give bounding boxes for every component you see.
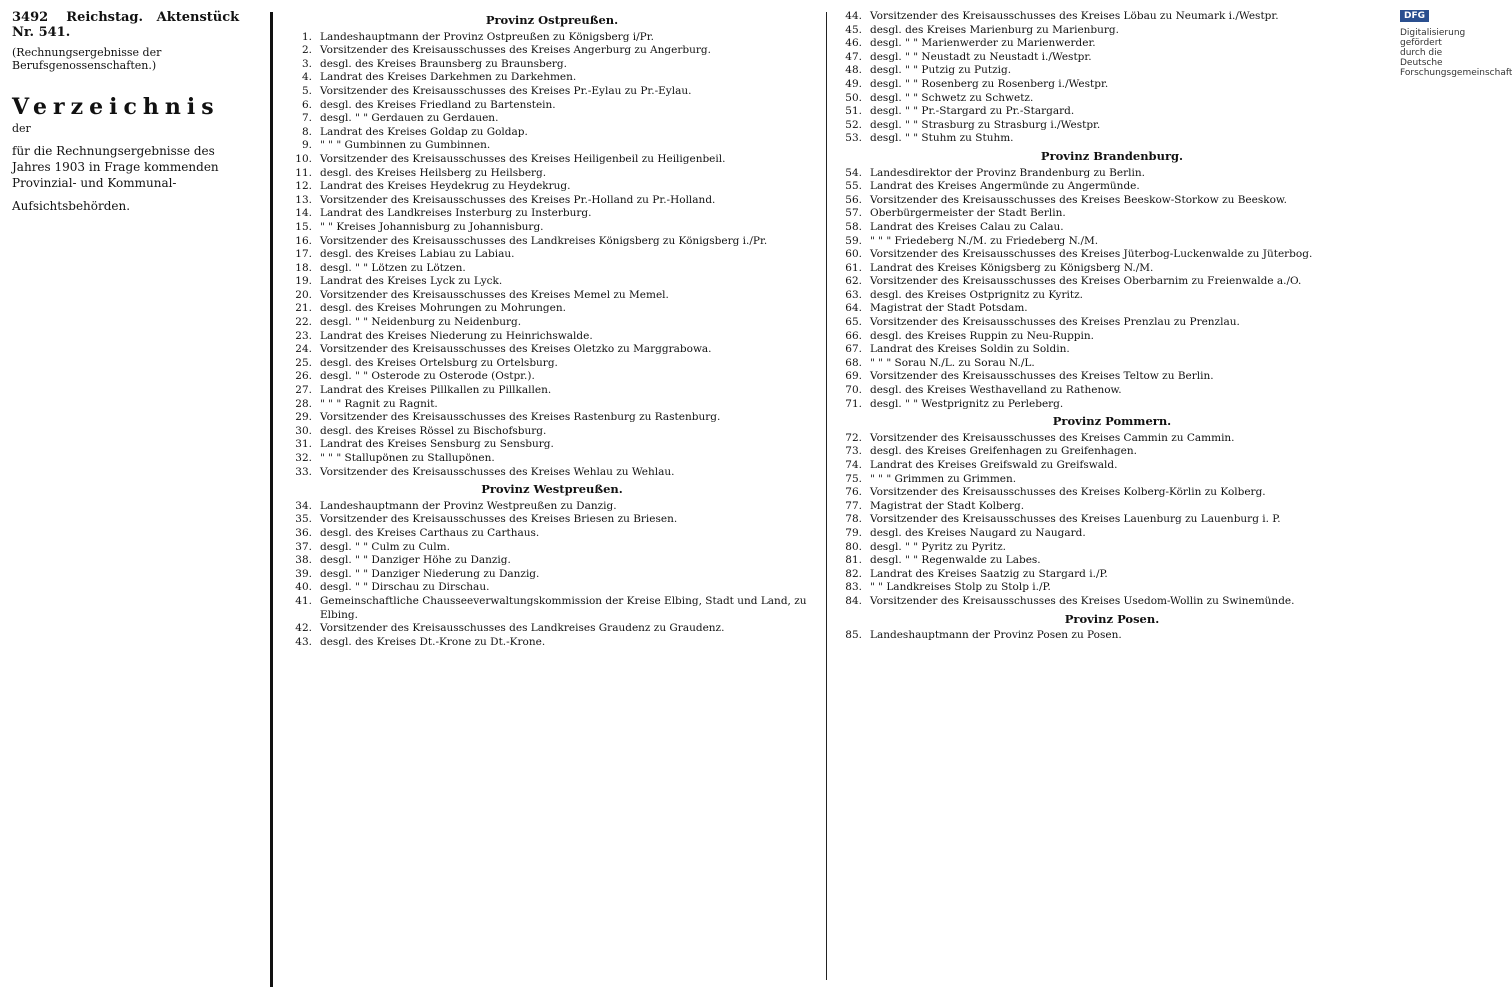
- entry-number: 83.: [845, 581, 862, 594]
- entry-text: Landrat des Kreises Saatzig zu Stargard i./P.: [870, 567, 1108, 580]
- entry-number: 31.: [295, 438, 312, 451]
- list-item: [832, 275, 1392, 289]
- entry-number: 49.: [845, 77, 862, 90]
- entry-number: 12.: [295, 180, 312, 193]
- list-item: [282, 275, 822, 289]
- entry-number: 32.: [295, 452, 312, 464]
- entry-text: desgl. des Kreises Westhavelland zu Rathenow.: [870, 384, 1122, 397]
- list-item: [832, 194, 1392, 208]
- list-item: [282, 466, 822, 480]
- entry-text: Magistrat der Stadt Kolberg.: [870, 499, 1025, 512]
- page-number: 3492: [12, 10, 49, 25]
- entry-text: desgl. des Kreises Ostprignitz zu Kyritz.: [870, 288, 1083, 301]
- dfg-logo: DFG: [1400, 10, 1429, 22]
- entry-text: desgl. " " Neustadt zu Neustadt i./Westpr.: [870, 50, 1092, 63]
- entry-number: 37.: [295, 540, 312, 553]
- entry-text: Vorsitzender des Kreisausschusses des Kreises Oletzko zu Marggrabowa.: [320, 343, 712, 356]
- entry-text: Landrat des Kreises Niederung zu Heinrichswalde.: [320, 329, 593, 342]
- entry-text: " " " Friedeberg N./M. zu Friedeberg N./M.: [870, 234, 1099, 247]
- list-item: [282, 452, 822, 466]
- entry-number: 43.: [295, 635, 312, 648]
- list-item: [832, 248, 1392, 262]
- entry-number: 45.: [845, 23, 862, 36]
- entry-text: Vorsitzender des Kreisausschusses des Kreises Wehlau zu Wehlau.: [320, 465, 675, 478]
- list-item: [282, 167, 822, 181]
- entry-text: desgl. " " Regenwalde zu Labes.: [870, 554, 1041, 567]
- list-item: [282, 248, 822, 262]
- list-item: [282, 99, 822, 113]
- entry-number: 16.: [295, 234, 312, 247]
- list-item: [282, 541, 822, 555]
- entry-text: Landrat des Landkreises Insterburg zu Insterburg.: [320, 207, 592, 220]
- list-item: [282, 302, 822, 316]
- list-item: [832, 262, 1392, 276]
- entry-number: 21.: [295, 302, 312, 315]
- list-item: [832, 64, 1392, 78]
- list-item: [282, 153, 822, 167]
- entry-number: 64.: [845, 302, 862, 315]
- entry-number: 6.: [301, 98, 312, 111]
- list-item: [282, 398, 822, 412]
- publication-name: Reichstag.: [66, 10, 144, 25]
- entry-number: 30.: [295, 424, 312, 437]
- entry-number: 41.: [295, 594, 312, 607]
- digitization-footer: [1400, 10, 1512, 990]
- entry-text: Vorsitzender des Kreisausschusses des Kreises Prenzlau zu Prenzlau.: [870, 316, 1240, 329]
- entry-text: Vorsitzender des Kreisausschusses des Kreises Cammin zu Cammin.: [870, 431, 1235, 444]
- entry-number: 55.: [845, 180, 862, 193]
- list-item: [282, 207, 822, 221]
- list-item: [832, 180, 1392, 194]
- list-item: [832, 581, 1392, 595]
- entry-text: desgl. des Kreises Greifenhagen zu Greifenhagen.: [870, 445, 1137, 458]
- list-item: [282, 126, 822, 140]
- entry-text: Landrat des Kreises Königsberg zu Königsberg N./M.: [870, 261, 1154, 274]
- entry-number: 54.: [845, 166, 862, 179]
- entry-text: desgl. " " Danziger Niederung zu Danzig.: [320, 567, 540, 580]
- list-item: [282, 316, 822, 330]
- entry-number: 22.: [295, 316, 312, 329]
- page-number-line: [12, 10, 257, 40]
- entry-number: 65.: [845, 316, 862, 329]
- province-heading: Provinz Pommern.: [1052, 414, 1172, 429]
- entry-number: 79.: [845, 526, 862, 539]
- list-item: [832, 398, 1392, 412]
- entry-number: 39.: [295, 567, 312, 580]
- list-item: [832, 500, 1392, 514]
- entry-number: 9.: [301, 139, 312, 152]
- list-item: [832, 595, 1392, 609]
- entry-text: Vorsitzender des Kreisausschusses des Kreises Jüterbog-Luckenwalde zu Jüterbog.: [870, 248, 1313, 261]
- entry-text: " " Landkreises Stolp zu Stolp i./P.: [870, 581, 1051, 594]
- province-heading: Provinz Brandenburg.: [1040, 148, 1184, 163]
- entry-number: 33.: [295, 465, 312, 478]
- entry-number: 80.: [845, 540, 862, 553]
- entry-text: desgl. " " Putzig zu Putzig.: [870, 64, 1012, 77]
- list-item: [282, 262, 822, 276]
- entry-number: 42.: [295, 622, 312, 635]
- entry-text: desgl. des Kreises Ortelsburg zu Ortelsburg.: [320, 356, 558, 369]
- entry-text: desgl. " " Culm zu Culm.: [320, 540, 450, 553]
- entry-number: 1.: [301, 30, 312, 43]
- entry-text: desgl. des Kreises Naugard zu Naugard.: [870, 526, 1086, 539]
- entry-text: Vorsitzender des Kreisausschusses des Kreises Angerburg zu Angerburg.: [320, 44, 711, 57]
- entry-number: 84.: [845, 594, 862, 607]
- entry-number: 51.: [845, 105, 862, 118]
- entry-number: 78.: [845, 513, 862, 526]
- entry-list: [832, 10, 1392, 146]
- entry-text: " " " Stallupönen zu Stallupönen.: [320, 452, 495, 464]
- list-item: [282, 554, 822, 568]
- entry-number: 67.: [845, 343, 862, 356]
- entry-text: desgl. " " Lötzen zu Lötzen.: [320, 261, 466, 274]
- entry-number: 62.: [845, 275, 862, 288]
- entry-text: Landrat des Kreises Soldin zu Soldin.: [870, 343, 1070, 356]
- digitization-note: Digitalisierung gefördert durch die Deutsche Forschungsgemeinschaft: [1400, 28, 1512, 78]
- entry-text: desgl. des Kreises Dt.-Krone zu Dt.-Krone.: [320, 635, 546, 648]
- list-item: [282, 581, 822, 595]
- entry-number: 46.: [845, 37, 862, 50]
- entry-text: " " " Ragnit zu Ragnit.: [320, 397, 438, 410]
- entry-number: 58.: [845, 220, 862, 233]
- list-item: [832, 459, 1392, 473]
- list-item: [282, 595, 822, 622]
- entry-text: desgl. " " Neidenburg zu Neidenburg.: [320, 316, 522, 329]
- left-column: [282, 10, 822, 985]
- entry-text: " " Kreises Johannisburg zu Johannisburg.: [320, 220, 544, 233]
- list-item: [832, 486, 1392, 500]
- entry-number: 23.: [295, 329, 312, 342]
- subtitle-line-2: Aufsichtsbehörden.: [12, 198, 131, 213]
- subtitle-line-1: für die Rechnungsergebnisse des Jahres 1903 in Frage kommenden Provinzial- und Kommunal-: [12, 144, 219, 191]
- entry-number: 56.: [845, 193, 862, 206]
- list-item: [282, 500, 822, 514]
- entry-text: Landeshauptmann der Provinz Posen zu Posen.: [870, 629, 1122, 642]
- entry-number: 35.: [295, 513, 312, 526]
- entry-number: 72.: [845, 431, 862, 444]
- entry-list: [832, 167, 1392, 412]
- list-item: [832, 541, 1392, 555]
- entry-text: Landrat des Kreises Greifswald zu Greifswald.: [870, 459, 1118, 471]
- list-item: [282, 112, 822, 126]
- list-item: [282, 513, 822, 527]
- entry-text: Landrat des Kreises Pillkallen zu Pillkallen.: [320, 384, 552, 397]
- entry-text: desgl. des Kreises Rössel zu Bischofsburg.: [320, 424, 547, 437]
- list-item: [832, 343, 1392, 357]
- list-item: [832, 357, 1392, 371]
- entry-number: 8.: [301, 125, 312, 138]
- list-item: [282, 180, 822, 194]
- entry-text: Vorsitzender des Kreisausschusses des Kreises Lauenburg zu Lauenburg i. P.: [870, 513, 1281, 526]
- entry-number: 59.: [845, 234, 862, 247]
- entry-text: Vorsitzender des Kreisausschusses des Kreises Kolberg-Körlin zu Kolberg.: [870, 486, 1266, 499]
- header-divider: [270, 12, 273, 987]
- entry-text: Landrat des Kreises Heydekrug zu Heydekrug.: [320, 180, 571, 193]
- right-column: [832, 10, 1392, 985]
- list-item: [832, 445, 1392, 459]
- entry-text: desgl. des Kreises Mohrungen zu Mohrungen.: [320, 302, 566, 315]
- list-item: [832, 132, 1392, 146]
- entry-number: 20.: [295, 288, 312, 301]
- list-item: [832, 37, 1392, 51]
- list-item: [282, 194, 822, 208]
- entry-text: desgl. " " Rosenberg zu Rosenberg i./Westpr.: [870, 77, 1109, 90]
- entry-number: 75.: [845, 472, 862, 485]
- entry-text: Landesdirektor der Provinz Brandenburg zu Berlin.: [870, 166, 1145, 179]
- list-item: [282, 58, 822, 72]
- entry-number: 63.: [845, 288, 862, 301]
- entry-number: 69.: [845, 370, 862, 383]
- entry-number: 29.: [295, 411, 312, 424]
- list-item: [832, 10, 1392, 24]
- entry-text: " " " Gumbinnen zu Gumbinnen.: [320, 139, 491, 152]
- entry-list: [832, 629, 1392, 643]
- entry-number: 73.: [845, 445, 862, 458]
- list-item: [282, 425, 822, 439]
- list-item: [282, 357, 822, 371]
- entry-text: Vorsitzender des Kreisausschusses des Kreises Rastenburg zu Rastenburg.: [320, 411, 721, 424]
- entry-number: 82.: [845, 567, 862, 580]
- entry-number: 57.: [845, 207, 862, 220]
- list-item: [832, 105, 1392, 119]
- entry-text: desgl. " " Strasburg zu Strasburg i./Westpr.: [870, 118, 1101, 131]
- entry-number: 28.: [295, 397, 312, 410]
- entry-number: 4.: [301, 71, 312, 84]
- list-item: [282, 343, 822, 357]
- entry-number: 47.: [845, 50, 862, 63]
- entry-number: 40.: [295, 581, 312, 594]
- page-title: Verzeichnis: [12, 94, 220, 120]
- list-item: [832, 527, 1392, 541]
- entry-number: 60.: [845, 248, 862, 261]
- entry-number: 50.: [845, 91, 862, 104]
- entry-number: 2.: [301, 44, 312, 57]
- entry-number: 14.: [295, 207, 312, 220]
- list-item: [282, 235, 822, 249]
- entry-text: desgl. des Kreises Ruppin zu Neu-Ruppin.: [870, 329, 1094, 342]
- document-note: (Rechnungsergebnisse der Berufsgenossenschaften.): [12, 46, 162, 72]
- entry-number: 85.: [845, 629, 862, 642]
- entry-list: [282, 31, 822, 480]
- list-item: [832, 24, 1392, 38]
- list-item: [832, 384, 1392, 398]
- list-item: [832, 629, 1392, 643]
- entry-text: Vorsitzender des Kreisausschusses des Kreises Briesen zu Briesen.: [320, 513, 678, 526]
- entry-text: Vorsitzender des Kreisausschusses des Landkreises Graudenz zu Graudenz.: [320, 622, 725, 635]
- entry-number: 38.: [295, 554, 312, 567]
- entry-number: 77.: [845, 499, 862, 512]
- entry-text: desgl. " " Gerdauen zu Gerdauen.: [320, 112, 499, 125]
- list-item: [282, 221, 822, 235]
- entry-text: desgl. " " Schwetz zu Schwetz.: [870, 91, 1034, 104]
- entry-text: Landeshauptmann der Provinz Ostpreußen zu Königsberg i/Pr.: [320, 30, 654, 43]
- entry-number: 7.: [301, 112, 312, 125]
- list-item: [282, 71, 822, 85]
- list-item: [832, 51, 1392, 65]
- entry-text: Gemeinschaftliche Chausseeverwaltungskommission der Kreise Elbing, Stadt und Land, zu Elbing.: [320, 594, 807, 621]
- list-item: [832, 316, 1392, 330]
- entry-number: 24.: [295, 343, 312, 356]
- list-item: [832, 473, 1392, 487]
- entry-text: Landrat des Kreises Angermünde zu Angermünde.: [870, 180, 1140, 193]
- province-heading: Provinz Westpreußen.: [481, 482, 623, 497]
- column-divider: [826, 12, 827, 980]
- entry-number: 76.: [845, 486, 862, 499]
- entry-text: desgl. des Kreises Labiau zu Labiau.: [320, 248, 515, 261]
- entry-text: Landrat des Kreises Lyck zu Lyck.: [320, 275, 503, 288]
- list-item: [832, 207, 1392, 221]
- entry-text: Landrat des Kreises Sensburg zu Sensburg.: [320, 438, 554, 451]
- entry-text: " " " Grimmen zu Grimmen.: [870, 472, 1017, 485]
- list-item: [282, 527, 822, 541]
- list-item: [282, 44, 822, 58]
- entry-text: desgl. " " Pyritz zu Pyritz.: [870, 540, 1006, 553]
- list-item: [832, 302, 1392, 316]
- entry-number: 53.: [845, 132, 862, 145]
- entry-number: 74.: [845, 459, 862, 471]
- entry-number: 81.: [845, 554, 862, 567]
- entry-text: desgl. " " Danziger Höhe zu Danzig.: [320, 554, 511, 567]
- entry-number: 52.: [845, 118, 862, 131]
- list-item: [832, 119, 1392, 133]
- entry-number: 19.: [295, 275, 312, 288]
- entry-text: desgl. des Kreises Marienburg zu Marienburg.: [870, 23, 1119, 36]
- entry-text: desgl. " " Stuhm zu Stuhm.: [870, 132, 1014, 145]
- entry-text: Landrat des Kreises Darkehmen zu Darkehmen.: [320, 71, 577, 84]
- entry-text: Vorsitzender des Kreisausschusses des Kreises Memel zu Memel.: [320, 288, 669, 301]
- entry-number: 3.: [301, 57, 312, 70]
- list-item: [282, 411, 822, 425]
- entry-number: 61.: [845, 261, 862, 274]
- list-item: [832, 370, 1392, 384]
- entry-number: 26.: [295, 370, 312, 383]
- entry-number: 48.: [845, 64, 862, 77]
- entry-text: Landrat des Kreises Calau zu Calau.: [870, 220, 1064, 233]
- entry-number: 27.: [295, 384, 312, 397]
- entry-number: 71.: [845, 397, 862, 410]
- entry-number: 70.: [845, 384, 862, 397]
- entry-text: Landrat des Kreises Goldap zu Goldap.: [320, 125, 528, 138]
- list-item: [282, 568, 822, 582]
- list-item: [282, 139, 822, 153]
- entry-number: 11.: [295, 166, 312, 179]
- entry-text: Vorsitzender des Kreisausschusses des Landkreises Königsberg zu Königsberg i./Pr.: [320, 234, 768, 247]
- list-item: [832, 289, 1392, 303]
- entry-text: Vorsitzender des Kreisausschusses des Kreises Usedom-Wollin zu Swinemünde.: [870, 594, 1295, 607]
- province-heading: Provinz Ostpreußen.: [485, 13, 619, 27]
- list-item: [832, 432, 1392, 446]
- entry-text: Landeshauptmann der Provinz Westpreußen zu Danzig.: [320, 499, 617, 512]
- entry-text: desgl. " " Osterode zu Osterode (Ostpr.).: [320, 370, 535, 383]
- entry-text: Vorsitzender des Kreisausschusses des Kreises Heiligenbeil zu Heiligenbeil.: [320, 152, 726, 165]
- page-header: [12, 10, 257, 990]
- list-item: [832, 221, 1392, 235]
- entry-number: 15.: [295, 220, 312, 233]
- entry-text: desgl. " " Pr.-Stargard zu Pr.-Stargard.: [870, 105, 1075, 118]
- list-item: [832, 554, 1392, 568]
- entry-list: [282, 500, 822, 650]
- entry-text: Oberbürgermeister der Stadt Berlin.: [870, 207, 1066, 220]
- list-item: [282, 289, 822, 303]
- entry-text: desgl. " " Marienwerder zu Marienwerder.: [870, 37, 1096, 50]
- entry-text: Vorsitzender des Kreisausschusses des Kreises Beeskow-Storkow zu Beeskow.: [870, 193, 1288, 206]
- entry-text: Vorsitzender des Kreisausschusses des Kreises Pr.-Holland zu Pr.-Holland.: [320, 193, 716, 206]
- entry-text: Vorsitzender des Kreisausschusses des Kreises Oberbarnim zu Freienwalde a./O.: [870, 275, 1302, 288]
- list-item: [282, 622, 822, 636]
- entry-text: Vorsitzender des Kreisausschusses des Kreises Pr.-Eylau zu Pr.-Eylau.: [320, 84, 692, 97]
- entry-number: 13.: [295, 193, 312, 206]
- entry-number: 36.: [295, 526, 312, 539]
- entry-number: 25.: [295, 356, 312, 369]
- entry-number: 18.: [295, 261, 312, 274]
- entry-number: 34.: [295, 499, 312, 512]
- entry-number: 68.: [845, 356, 862, 369]
- document-reference: Aktenstück Nr. 541.: [12, 10, 240, 40]
- entry-text: desgl. des Kreises Heilsberg zu Heilsberg.: [320, 166, 547, 179]
- entry-number: 10.: [295, 152, 312, 165]
- list-item: [282, 384, 822, 398]
- entry-text: desgl. " " Dirschau zu Dirschau.: [320, 581, 490, 594]
- province-heading: Provinz Posen.: [1064, 611, 1160, 626]
- list-item: [832, 513, 1392, 527]
- list-item: [832, 330, 1392, 344]
- entry-number: 5.: [301, 84, 312, 97]
- list-item: [282, 438, 822, 452]
- list-item: [282, 31, 822, 45]
- list-item: [832, 568, 1392, 582]
- list-item: [282, 370, 822, 384]
- entry-text: desgl. des Kreises Braunsberg zu Braunsberg.: [320, 57, 567, 70]
- list-item: [282, 330, 822, 344]
- list-item: [832, 167, 1392, 181]
- entry-number: 66.: [845, 329, 862, 342]
- entry-text: desgl. des Kreises Friedland zu Bartenstein.: [320, 98, 556, 111]
- entry-text: desgl. des Kreises Carthaus zu Carthaus.: [320, 526, 540, 539]
- entry-number: 44.: [845, 10, 862, 22]
- list-item: [832, 78, 1392, 92]
- list-item: [282, 85, 822, 99]
- entry-text: Vorsitzender des Kreisausschusses des Kreises Teltow zu Berlin.: [870, 370, 1214, 383]
- list-item: [832, 92, 1392, 106]
- entry-list: [832, 432, 1392, 609]
- list-item: [832, 235, 1392, 249]
- entry-text: " " " Sorau N./L. zu Sorau N./L.: [870, 356, 1035, 369]
- entry-text: Magistrat der Stadt Potsdam.: [870, 302, 1028, 315]
- entry-text: desgl. " " Westprignitz zu Perleberg.: [870, 397, 1064, 410]
- entry-text: Vorsitzender des Kreisausschusses des Kreises Löbau zu Neumark i./Westpr.: [870, 10, 1279, 22]
- list-item: [282, 636, 822, 650]
- title-connector: der: [12, 122, 31, 135]
- entry-number: 17.: [295, 248, 312, 261]
